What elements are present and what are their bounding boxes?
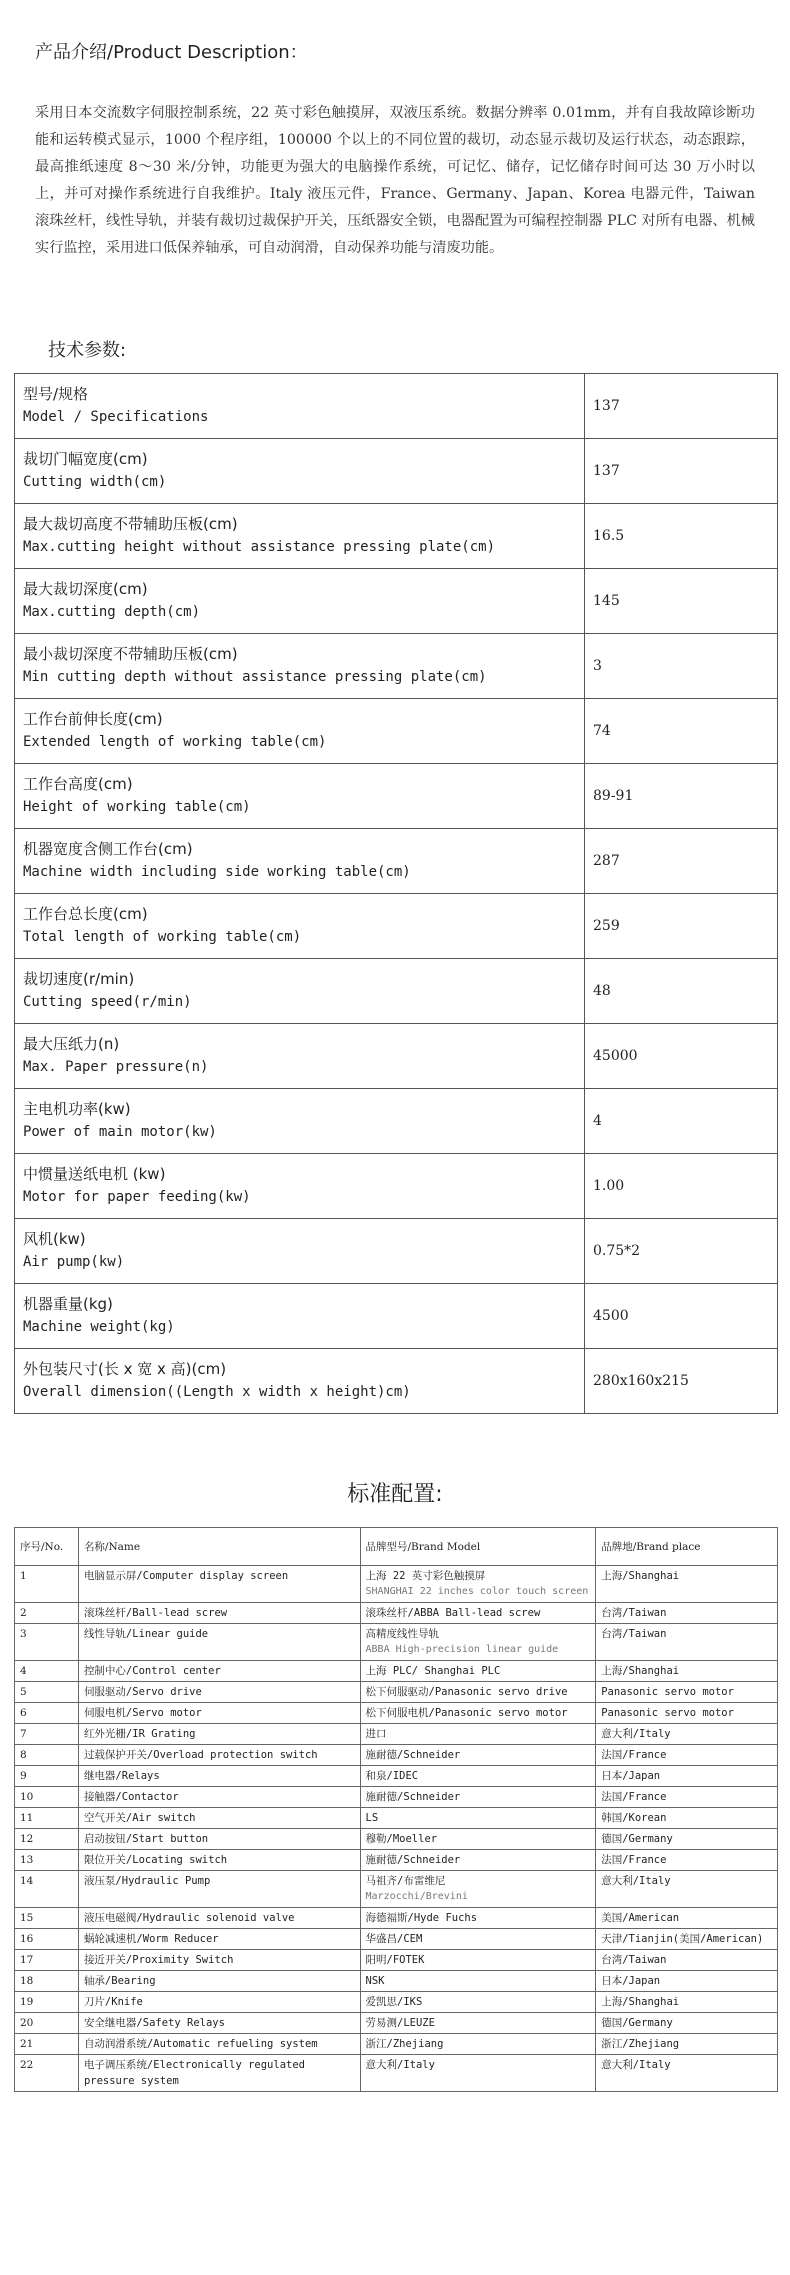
config-place: 美国/American: [596, 1908, 778, 1929]
config-no: 13: [15, 1850, 79, 1871]
spec-label-zh: 机器宽度含侧工作台(cm): [23, 840, 193, 858]
config-name: 自动润滑系统/Automatic refueling system: [78, 2034, 360, 2055]
config-row: [15, 1908, 778, 1929]
config-name: 红外光栅/IR Grating: [78, 1724, 360, 1745]
spec-label-en: Air pump(kw): [23, 1254, 125, 1270]
header-name: 名称/Name: [78, 1528, 360, 1566]
config-model-main: 施耐德/Schneider: [365, 1791, 461, 1803]
config-model: [360, 1950, 596, 1971]
config-no: 3: [15, 1624, 79, 1661]
spec-value: 287: [585, 829, 778, 894]
spec-label: [15, 699, 585, 764]
config-name: 液压电磁阀/Hydraulic solenoid valve: [78, 1908, 360, 1929]
spec-label-zh: 最小裁切深度不带辅助压板(cm): [23, 645, 238, 663]
config-row: [15, 1992, 778, 2013]
spec-row: [15, 894, 778, 959]
config-row: [15, 1724, 778, 1745]
spec-row: [15, 1349, 778, 1414]
spec-label-zh: 机器重量(kg): [23, 1295, 113, 1313]
config-no: 19: [15, 1992, 79, 2013]
config-model-main: 松下伺服驱动/Panasonic servo drive: [365, 1686, 568, 1698]
config-row: [15, 1787, 778, 1808]
spec-row: [15, 439, 778, 504]
spec-label-zh: 最大裁切深度(cm): [23, 580, 148, 598]
spec-label-en: Max.cutting depth(cm): [23, 604, 201, 620]
config-model-main: 进口: [365, 1728, 387, 1740]
spec-value: 16.5: [585, 504, 778, 569]
config-model: [360, 1566, 596, 1603]
spec-value: 137: [585, 374, 778, 439]
spec-label: [15, 829, 585, 894]
spec-label: [15, 1349, 585, 1414]
spec-label-zh: 工作台高度(cm): [23, 775, 133, 793]
spec-value: 4500: [585, 1284, 778, 1349]
config-model-main: 和泉/IDEC: [365, 1770, 419, 1782]
config-no: 15: [15, 1908, 79, 1929]
spec-label-zh: 工作台前伸长度(cm): [23, 710, 163, 728]
config-model: [360, 1808, 596, 1829]
config-no: 7: [15, 1724, 79, 1745]
config-place: 意大利/Italy: [596, 2055, 778, 2092]
config-place: 意大利/Italy: [596, 1871, 778, 1908]
config-no: 12: [15, 1829, 79, 1850]
config-model: [360, 2034, 596, 2055]
config-name: 刀片/Knife: [78, 1992, 360, 2013]
config-no: 10: [15, 1787, 79, 1808]
config-name: 启动按钮/Start button: [78, 1829, 360, 1850]
spec-label-en: Cutting width(cm): [23, 474, 167, 490]
config-row: [15, 1745, 778, 1766]
config-model: [360, 1624, 596, 1661]
config-row: [15, 1703, 778, 1724]
spec-label-en: Motor for paper feeding(kw): [23, 1189, 251, 1205]
config-no: 22: [15, 2055, 79, 2092]
spec-row: [15, 1284, 778, 1349]
spec-label-en: Overall dimension((Length x width x height)cm): [23, 1384, 411, 1400]
spec-label-en: Extended length of working table(cm): [23, 734, 327, 750]
spec-label: [15, 894, 585, 959]
config-name: 接触器/Contactor: [78, 1787, 360, 1808]
spec-row: [15, 1154, 778, 1219]
config-place: 上海/Shanghai: [596, 1661, 778, 1682]
config-no: 21: [15, 2034, 79, 2055]
header-no: 序号/No.: [15, 1528, 79, 1566]
config-model: [360, 2055, 596, 2092]
config-place: Panasonic servo motor: [596, 1703, 778, 1724]
config-row: [15, 1850, 778, 1871]
spec-label: [15, 1089, 585, 1154]
config-model-main: 施耐德/Schneider: [365, 1854, 461, 1866]
spec-value: 280x160x215: [585, 1349, 778, 1414]
config-place: 法国/France: [596, 1745, 778, 1766]
config-model: [360, 1929, 596, 1950]
config-row: [15, 1929, 778, 1950]
spec-row: [15, 504, 778, 569]
config-row: [15, 1950, 778, 1971]
spec-label-en: Height of working table(cm): [23, 799, 251, 815]
spec-label-en: Machine width including side working table(cm): [23, 864, 411, 880]
config-name: 液压泵/Hydraulic Pump: [78, 1871, 360, 1908]
config-row: [15, 1566, 778, 1603]
spec-label-en: Total length of working table(cm): [23, 929, 302, 945]
spec-value: 137: [585, 439, 778, 504]
tech-params-table: [14, 373, 778, 1414]
config-model: [360, 1850, 596, 1871]
config-name: 伺服驱动/Servo drive: [78, 1682, 360, 1703]
config-model-main: 上海 PLC/ Shanghai PLC: [365, 1665, 501, 1677]
config-model-main: LS: [365, 1812, 379, 1824]
spec-label: [15, 764, 585, 829]
config-model-main: 华盛昌/CEM: [365, 1933, 423, 1945]
config-model: [360, 1682, 596, 1703]
spec-value: 45000: [585, 1024, 778, 1089]
spec-label: [15, 1219, 585, 1284]
config-name: 蜗轮减速机/Worm Reducer: [78, 1929, 360, 1950]
config-model: [360, 2013, 596, 2034]
config-model-main: 松下伺服电机/Panasonic servo motor: [365, 1707, 568, 1719]
spec-row: [15, 569, 778, 634]
config-model: [360, 1871, 596, 1908]
spec-row: [15, 1024, 778, 1089]
spec-row: [15, 634, 778, 699]
config-row: [15, 2034, 778, 2055]
standard-config-title: 标准配置:: [347, 1482, 443, 1507]
config-model: [360, 1745, 596, 1766]
spec-value: 3: [585, 634, 778, 699]
config-no: 2: [15, 1603, 79, 1624]
spec-value: 145: [585, 569, 778, 634]
spec-value: 259: [585, 894, 778, 959]
config-model: [360, 1829, 596, 1850]
spec-label-zh: 外包装尺寸(长 x 宽 x 高)(cm): [23, 1360, 227, 1378]
config-no: 20: [15, 2013, 79, 2034]
config-name: 线性导轨/Linear guide: [78, 1624, 360, 1661]
config-model: [360, 1787, 596, 1808]
spec-label-en: Model / Specifications: [23, 409, 209, 425]
spec-row: [15, 374, 778, 439]
spec-label: [15, 1024, 585, 1089]
config-place: 天津/Tianjin(美国/American): [596, 1929, 778, 1950]
spec-value: 0.75*2: [585, 1219, 778, 1284]
config-row: [15, 1808, 778, 1829]
config-model: [360, 1661, 596, 1682]
spec-label: [15, 439, 585, 504]
spec-label: [15, 504, 585, 569]
config-name: 安全继电器/Safety Relays: [78, 2013, 360, 2034]
config-place: 台湾/Taiwan: [596, 1950, 778, 1971]
config-row: [15, 2013, 778, 2034]
config-model-main: 高精度线性导轨: [365, 1628, 440, 1640]
product-section-title: 产品介绍/Product Description：: [35, 42, 308, 63]
config-model-main: 上海 22 英寸彩色触摸屏: [365, 1570, 486, 1582]
product-description: 采用日本交流数字伺服控制系统，22 英寸彩色触摸屏，双液压系统。数据分辨率 0.01mm，并有自我故障诊断功能和运转模式显示，1000 个程序组，100000 个以上的不同位置的裁切，动态显示裁切及运行状态，动态跟踪，最高推纸速度 8～30 米/分钟，功能更为强大的电脑操作系统，可记忆、储存，记忆储存时间可达 30 万小时以上，并可对操作系统进行自我维护。Italy 液压元件，France、Germany、Japan、Korea 电器元件，Taiwan 滚珠丝杆，线性导轨，并装有裁切过裁保护开关，压纸器安全锁，电器配置为可编程控制器 PLC 对所有电器、机械实行监控，采用进口低保养轴承，可自动润滑，自动保养功能与清废功能。: [35, 105, 755, 256]
config-model-main: 意大利/Italy: [365, 2059, 435, 2071]
config-place: 日本/Japan: [596, 1971, 778, 1992]
spec-value: 89-91: [585, 764, 778, 829]
spec-label-zh: 裁切速度(r/min): [23, 970, 135, 988]
spec-row: [15, 764, 778, 829]
config-model-main: 施耐德/Schneider: [365, 1749, 461, 1761]
config-name: 电脑显示屏/Computer display screen: [78, 1566, 360, 1603]
config-row: [15, 1971, 778, 1992]
spec-value: 1.00: [585, 1154, 778, 1219]
config-place: 浙江/Zhejiang: [596, 2034, 778, 2055]
config-model-main: NSK: [365, 1975, 385, 1987]
config-model: [360, 1908, 596, 1929]
config-row: [15, 1766, 778, 1787]
spec-row: [15, 1219, 778, 1284]
config-model-main: 海德福斯/Hyde Fuchs: [365, 1912, 478, 1924]
spec-label-zh: 工作台总长度(cm): [23, 905, 148, 923]
spec-label: [15, 374, 585, 439]
config-row: [15, 1829, 778, 1850]
config-place: 德国/Germany: [596, 1829, 778, 1850]
config-place: 韩国/Korean: [596, 1808, 778, 1829]
spec-label-en: Min cutting depth without assistance pressing plate(cm): [23, 669, 487, 685]
config-name: 滚珠丝杆/Ball-lead screw: [78, 1603, 360, 1624]
spec-label: [15, 1284, 585, 1349]
config-no: 16: [15, 1929, 79, 1950]
config-model-main: 劳易测/LEUZE: [365, 2017, 435, 2029]
config-place: Panasonic servo motor: [596, 1682, 778, 1703]
spec-row: [15, 829, 778, 894]
spec-value: 74: [585, 699, 778, 764]
config-row: [15, 1624, 778, 1661]
config-no: 14: [15, 1871, 79, 1908]
spec-label-zh: 风机(kw): [23, 1230, 86, 1248]
config-row: [15, 2055, 778, 2092]
spec-label: [15, 569, 585, 634]
config-name: 控制中心/Control center: [78, 1661, 360, 1682]
spec-label-en: Max.cutting height without assistance pressing plate(cm): [23, 539, 496, 555]
config-model: [360, 1971, 596, 1992]
config-no: 6: [15, 1703, 79, 1724]
spec-label-zh: 最大裁切高度不带辅助压板(cm): [23, 515, 238, 533]
config-name: 接近开关/Proximity Switch: [78, 1950, 360, 1971]
config-model: [360, 1703, 596, 1724]
config-model-sub: ABBA High-precision linear guide: [365, 1644, 559, 1655]
config-model-main: 阳明/FOTEK: [365, 1954, 425, 1966]
config-place: 法国/France: [596, 1787, 778, 1808]
config-place: 台湾/Taiwan: [596, 1603, 778, 1624]
config-model-main: 滚珠丝杆/ABBA Ball-lead screw: [365, 1607, 541, 1619]
config-row: [15, 1871, 778, 1908]
spec-value: 4: [585, 1089, 778, 1154]
config-model-main: 穆勒/Moeller: [365, 1833, 438, 1845]
config-model-main: 爱凯思/IKS: [365, 1996, 423, 2008]
config-model-sub: SHANGHAI 22 inches color touch screen: [365, 1586, 589, 1597]
standard-config-table: [14, 1527, 778, 2092]
spec-label-zh: 中惯量送纸电机 (kw): [23, 1165, 166, 1183]
config-name: 限位开关/Locating switch: [78, 1850, 360, 1871]
spec-label: [15, 1154, 585, 1219]
config-name: 继电器/Relays: [78, 1766, 360, 1787]
spec-label: [15, 959, 585, 1024]
spec-label-en: Machine weight(kg): [23, 1319, 175, 1335]
config-no: 4: [15, 1661, 79, 1682]
config-place: 法国/France: [596, 1850, 778, 1871]
header-place: 品牌地/Brand place: [596, 1528, 778, 1566]
spec-row: [15, 1089, 778, 1154]
config-no: 17: [15, 1950, 79, 1971]
tech-params-title: 技术参数:: [48, 340, 127, 361]
spec-label-zh: 型号/规格: [23, 385, 89, 403]
config-row: [15, 1603, 778, 1624]
spec-label-en: Cutting speed(r/min): [23, 994, 192, 1010]
config-model: [360, 1766, 596, 1787]
config-name: 电子调压系统/Electronically regulated pressure system: [78, 2055, 360, 2092]
config-no: 11: [15, 1808, 79, 1829]
config-row: [15, 1661, 778, 1682]
config-row: [15, 1682, 778, 1703]
config-name: 过载保护开关/Overload protection switch: [78, 1745, 360, 1766]
config-model-main: 浙江/Zhejiang: [365, 2038, 444, 2050]
spec-label-zh: 主电机功率(kw): [23, 1100, 131, 1118]
config-model: [360, 1724, 596, 1745]
config-place: 上海/Shanghai: [596, 1566, 778, 1603]
config-place: 意大利/Italy: [596, 1724, 778, 1745]
config-no: 1: [15, 1566, 79, 1603]
config-name: 轴承/Bearing: [78, 1971, 360, 1992]
config-no: 18: [15, 1971, 79, 1992]
config-place: 上海/Shanghai: [596, 1992, 778, 2013]
spec-value: 48: [585, 959, 778, 1024]
config-place: 德国/Germany: [596, 2013, 778, 2034]
config-no: 9: [15, 1766, 79, 1787]
spec-label-en: Power of main motor(kw): [23, 1124, 217, 1140]
config-model: [360, 1992, 596, 2013]
spec-label-zh: 最大压纸力(n): [23, 1035, 120, 1053]
config-no: 5: [15, 1682, 79, 1703]
spec-row: [15, 699, 778, 764]
config-model-sub: Marzocchi/Brevini: [365, 1891, 468, 1902]
config-place: 台湾/Taiwan: [596, 1624, 778, 1661]
spec-row: [15, 959, 778, 1024]
config-model-main: 马祖齐/布雷维尼: [365, 1875, 446, 1887]
config-header-row: [15, 1528, 778, 1566]
config-no: 8: [15, 1745, 79, 1766]
spec-label-zh: 裁切门幅宽度(cm): [23, 450, 148, 468]
header-model: 品牌型号/Brand Model: [360, 1528, 596, 1566]
spec-label-en: Max. Paper pressure(n): [23, 1059, 209, 1075]
spec-label: [15, 634, 585, 699]
config-model: [360, 1603, 596, 1624]
config-name: 伺服电机/Servo motor: [78, 1703, 360, 1724]
config-place: 日本/Japan: [596, 1766, 778, 1787]
config-name: 空气开关/Air switch: [78, 1808, 360, 1829]
